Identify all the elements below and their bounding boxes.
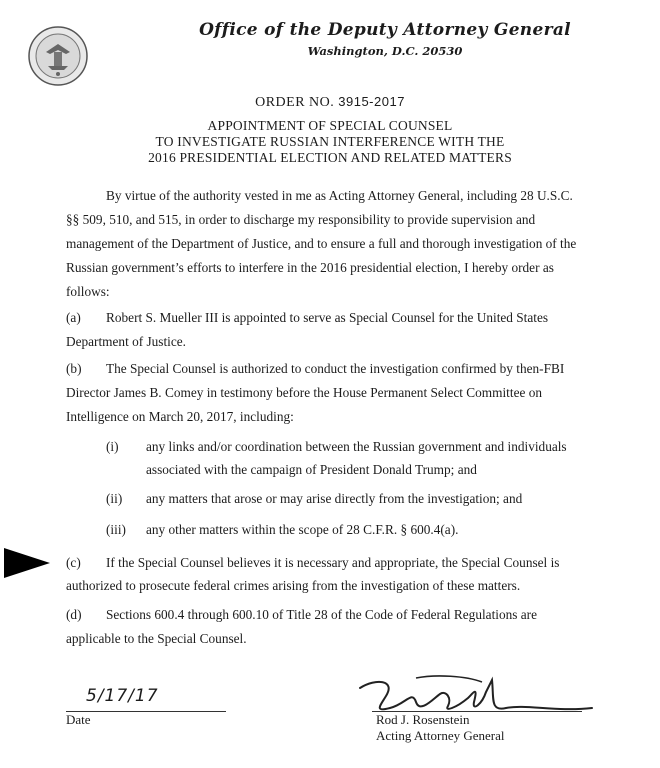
section-b-line: The Special Counsel is authorized to conduct the investigation confirmed by then-FBI (106, 361, 565, 376)
subsection-ii-label: (ii) (106, 491, 123, 506)
intro-line: Russian government’s efforts to interfere in the 2016 presidential election, I hereby order as (66, 260, 554, 275)
section-c-line: authorized to prosecute federal crimes arising from the investigation of these matters. (66, 578, 521, 593)
date-label: Date (66, 712, 91, 727)
handwritten-date: 5/17/17 (86, 686, 159, 706)
section-a-label: (a) (66, 310, 81, 325)
subsection-i-line: any links and/or coordination between the Russian government and individuals (146, 439, 567, 454)
subsection-iii-label: (iii) (106, 522, 126, 537)
section-c-label: (c) (66, 555, 81, 570)
order-number-line (0, 94, 660, 111)
section-b-line: Intelligence on March 20, 2017, including: (66, 409, 294, 424)
subsection-iii-line: any other matters within the scope of 28 C.F.R. § 600.4(a). (146, 522, 459, 537)
section-d-line: applicable to the Special Counsel. (66, 631, 247, 646)
subsection-i-line: associated with the campaign of President Donald Trump; and (146, 462, 477, 477)
section-b-line: Director James B. Comey in testimony before the House Permanent Select Committee on (66, 385, 542, 400)
subsection-i-label: (i) (106, 439, 119, 454)
title-line-2: TO INVESTIGATE RUSSIAN INTERFERENCE WITH THE (155, 134, 505, 149)
section-d-line: Sections 600.4 through 600.10 of Title 28 of the Code of Federal Regulations are (106, 607, 537, 622)
section-a-line: Robert S. Mueller III is appointed to serve as Special Counsel for the United States (106, 310, 549, 325)
signer-name: Rod J. Rosenstein (376, 712, 470, 727)
section-d-label: (d) (66, 607, 82, 622)
letterhead-office: Office of the Deputy Attorney General (199, 20, 571, 40)
subsection-ii-line: any matters that arose or may arise directly from the investigation; and (146, 491, 523, 506)
section-b-label: (b) (66, 361, 82, 376)
letterhead-city: Washington, D.C. 20530 (307, 44, 463, 58)
signer-title: Acting Attorney General (376, 728, 505, 743)
pointer-arrow-icon (4, 548, 50, 578)
title-line-1: APPOINTMENT OF SPECIAL COUNSEL (207, 118, 453, 133)
section-c-line: If the Special Counsel believes it is necessary and appropriate, the Special Counsel is (106, 555, 560, 570)
intro-line: management of the Department of Justice, and to ensure a full and thorough investigation of the (66, 236, 577, 251)
order-number: 3915-2017 (338, 94, 405, 109)
title-line-3: 2016 PRESIDENTIAL ELECTION AND RELATED MATTERS (148, 150, 512, 165)
section-a-line: Department of Justice. (66, 334, 187, 349)
intro-line: follows: (66, 284, 110, 299)
order-label: ORDER NO. (255, 95, 335, 110)
intro-line: §§ 509, 510, and 515, in order to discharge my responsibility to provide supervision and (66, 212, 536, 227)
intro-line: By virtue of the authority vested in me as Acting Attorney General, including 28 U.S.C. (106, 188, 573, 203)
